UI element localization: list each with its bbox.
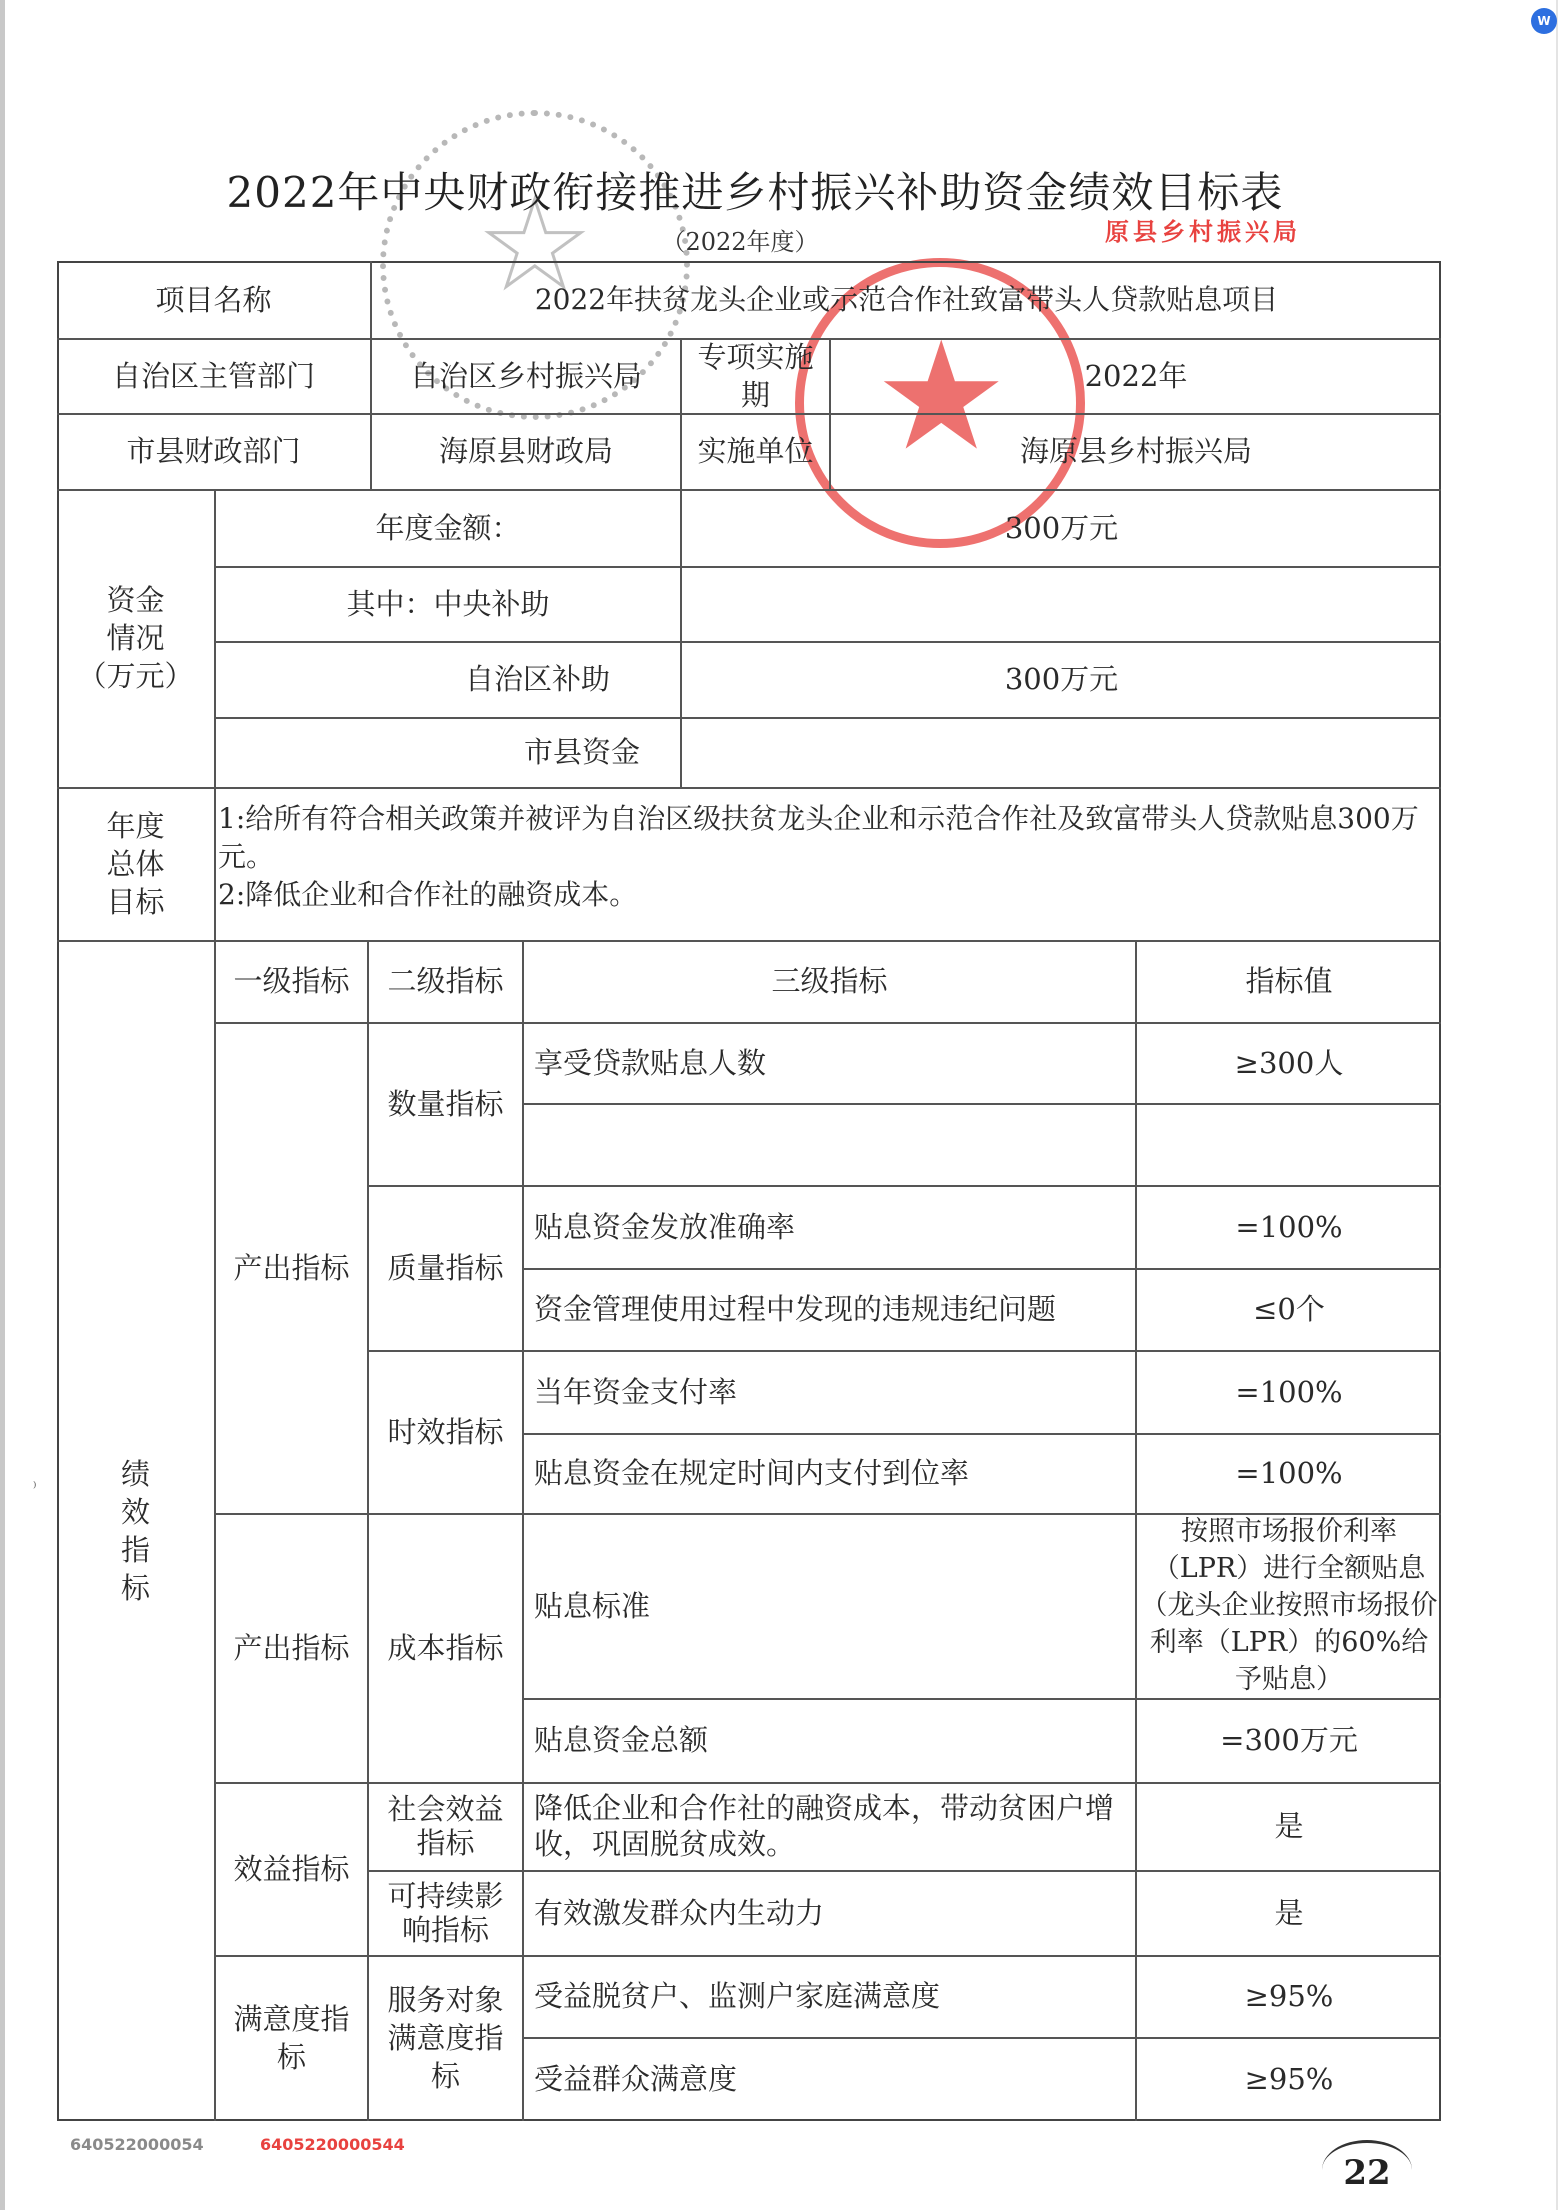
level2-quantity: 数量指标 bbox=[387, 1086, 504, 1121]
seal-char: 县 bbox=[1133, 218, 1161, 246]
indicator-value: ≥95% bbox=[1244, 1979, 1334, 2013]
indicator-value: ≥95% bbox=[1244, 2062, 1334, 2096]
funding-region-value: 300万元 bbox=[1004, 662, 1119, 696]
dept-value: 自治区乡村振兴局 bbox=[409, 358, 642, 393]
indicator-value: ≥300人 bbox=[1234, 1045, 1344, 1080]
period-label: 专项实施期 bbox=[697, 339, 814, 412]
level2-sustainable: 可持续影响指标 bbox=[387, 1878, 504, 1947]
indicator-value: ≤0个 bbox=[1253, 1292, 1325, 1326]
period-value: 2022年 bbox=[1084, 358, 1188, 393]
funding-annual-value: 300万元 bbox=[1004, 510, 1119, 545]
funding-section-label: 资金 情况 （万元） bbox=[77, 583, 194, 693]
project-name-value: 2022年扶贫龙头企业或示范合作社致富带头人贷款贴息项目 bbox=[534, 282, 1279, 316]
indicator-value: 是 bbox=[1274, 1809, 1304, 1843]
row-line bbox=[57, 787, 1441, 789]
level2-timeliness: 时效指标 bbox=[387, 1414, 504, 1449]
page-number: 22 bbox=[1322, 2140, 1412, 2200]
indicator-name: 贴息标准 bbox=[534, 1588, 651, 1623]
indicator-value: 按照市场报价利率（LPR）进行全额贴息（龙头企业按照市场报价利率（LPR）的60%给予贴息） bbox=[1140, 1516, 1438, 1695]
indicator-name: 降低企业和合作社的融资成本，带动贫困户增收，巩固脱贫成效。 bbox=[534, 1791, 1115, 1861]
seal-char: 振 bbox=[1217, 218, 1245, 246]
indicator-name: 当年资金支付率 bbox=[534, 1374, 738, 1409]
goal-section-label: 年度 总体 目标 bbox=[106, 808, 165, 919]
seal-char: 局 bbox=[1273, 218, 1301, 246]
indicator-name: 享受贷款贴息人数 bbox=[534, 1045, 767, 1080]
level2-quality: 质量指标 bbox=[387, 1250, 504, 1285]
indicator-name: 贴息资金发放准确率 bbox=[534, 1209, 796, 1244]
level2-cost: 成本指标 bbox=[387, 1630, 504, 1665]
level2-social-benefit: 社会效益指标 bbox=[387, 1792, 504, 1860]
seal-char: 兴 bbox=[1245, 218, 1273, 246]
level2-service-satisfaction: 服务对象满意度指标 bbox=[387, 1983, 504, 2093]
indicator-name bbox=[524, 1103, 1135, 1185]
funding-central-label: 其中：中央补助 bbox=[346, 586, 550, 621]
document-title: 2022年中央财政衔接推进乡村振兴补助资金绩效目标表 bbox=[226, 168, 1284, 217]
indicator-name: 受益群众满意度 bbox=[534, 2062, 738, 2096]
header-value: 指标值 bbox=[1245, 964, 1333, 998]
funding-county-label: 市县资金 bbox=[523, 735, 640, 769]
scan-mark: ⁾ bbox=[33, 1480, 37, 1496]
header-level3: 三级指标 bbox=[771, 964, 888, 998]
funding-annual-label: 年度金额： bbox=[375, 510, 521, 545]
dept-label: 自治区主管部门 bbox=[111, 358, 315, 393]
level1-output-cost: 产出指标 bbox=[233, 1630, 350, 1665]
indicator-name: 贴息资金在规定时间内支付到位率 bbox=[534, 1456, 970, 1490]
seal-char: 村 bbox=[1189, 218, 1217, 246]
finance-dept-label: 市县财政部门 bbox=[126, 434, 301, 468]
seal-char: 乡 bbox=[1161, 218, 1189, 246]
indicator-value: =100% bbox=[1235, 1374, 1343, 1409]
goal-line-2: 2:降低企业和合作社的融资成本。 bbox=[218, 878, 638, 911]
left-viewer-edge bbox=[0, 0, 5, 2210]
goal-text bbox=[218, 800, 1433, 914]
funding-region-label: 自治区补助 bbox=[464, 662, 610, 696]
level1-satisfaction: 满意度指标 bbox=[233, 2002, 350, 2074]
indicator-name: 有效激发群众内生动力 bbox=[534, 1895, 825, 1930]
seal-star-icon: ★ bbox=[874, 310, 1009, 484]
unit-value: 海原县乡村振兴局 bbox=[1019, 434, 1252, 468]
indicator-value: 是 bbox=[1274, 1895, 1304, 1930]
unit-label: 实施单位 bbox=[697, 434, 814, 468]
level1-output: 产出指标 bbox=[233, 1250, 350, 1285]
project-name-label: 项目名称 bbox=[155, 282, 272, 317]
word-convert-label: W bbox=[1537, 14, 1551, 28]
indicator-name: 受益脱贫户、监测户家庭满意度 bbox=[534, 1979, 941, 2013]
funding-central-value bbox=[682, 566, 1441, 641]
indicator-value: =100% bbox=[1235, 1456, 1343, 1490]
finance-dept-value: 海原县财政局 bbox=[438, 434, 613, 468]
goal-line-1: 1:给所有符合相关政策并被评为自治区级扶贫龙头企业和示范合作社及致富带头人贷款贴息300万元。 bbox=[218, 802, 1419, 873]
indicator-value: =300万元 bbox=[1220, 1723, 1358, 1757]
header-level2: 二级指标 bbox=[387, 964, 504, 998]
seal-star-icon: ★ bbox=[481, 176, 589, 315]
indicators-section-label: 绩 效 指 标 bbox=[120, 1456, 150, 1605]
seal-char: 原 bbox=[1105, 218, 1133, 246]
gray-seal-code: 640522000054 bbox=[70, 2135, 204, 2154]
indicator-value: =100% bbox=[1235, 1209, 1343, 1244]
indicator-name: 贴息资金总额 bbox=[534, 1723, 709, 1757]
level1-benefit: 效益指标 bbox=[233, 1851, 350, 1886]
indicator-value bbox=[1137, 1103, 1441, 1185]
word-convert-icon[interactable] bbox=[1531, 8, 1557, 34]
red-seal-code: 6405220000544 bbox=[260, 2135, 405, 2154]
header-level1: 一级指标 bbox=[233, 964, 350, 998]
document-subtitle: （2022年度） bbox=[661, 228, 819, 256]
right-scrollbar-edge[interactable] bbox=[1556, 0, 1558, 2210]
indicator-name: 资金管理使用过程中发现的违规违纪问题 bbox=[534, 1292, 1057, 1326]
funding-county-value bbox=[682, 717, 1441, 787]
